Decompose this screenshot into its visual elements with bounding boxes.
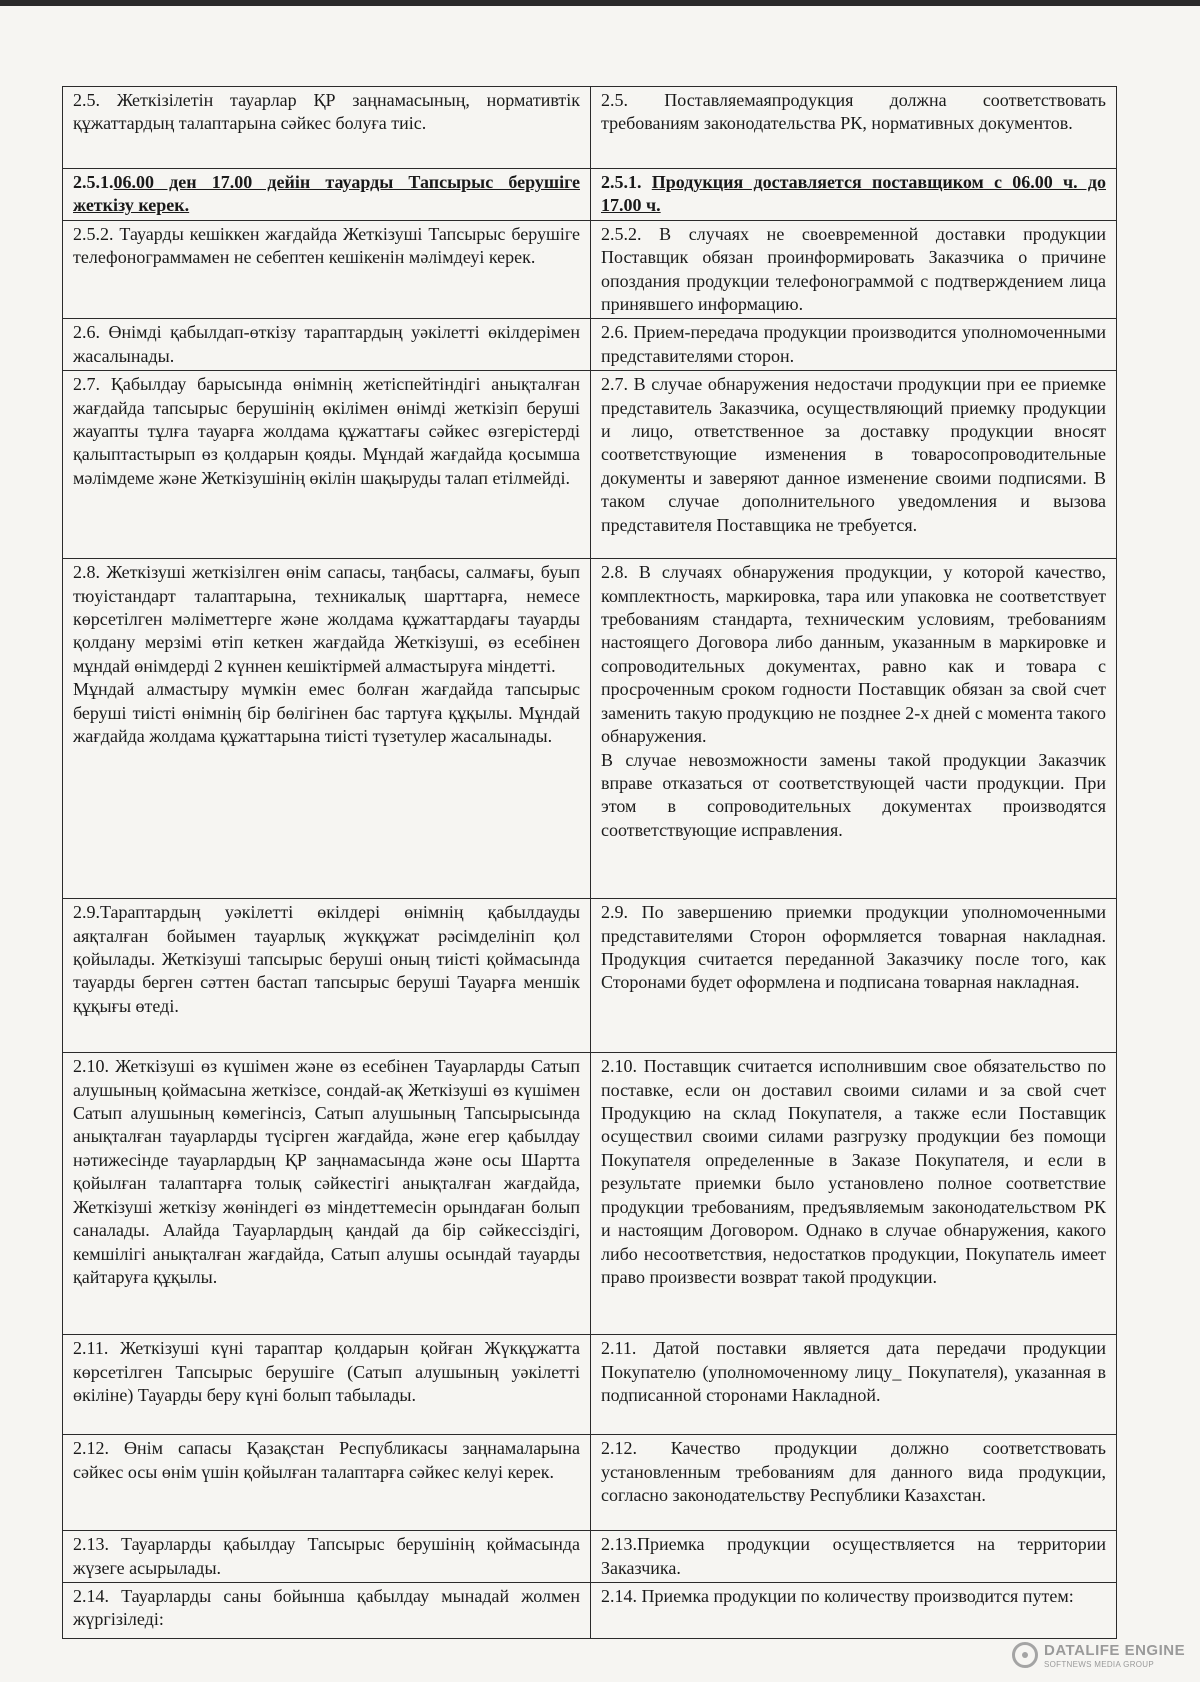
clause-kz: 2.11. Жеткізуші күні тараптар қолдарын қойған Жүкқұжатта көрсетілген Тапсырыс берушіге (Сатып алушының уәкілетті өкіліне) Тауарды беру күні болып табылады.	[63, 1335, 591, 1435]
clause-paragraph: В случае невозможности замены такой продукции Заказчик вправе отказаться от соответствующей части продукции. При этом в сопроводительных документах производятся соответствующие исправления.	[601, 749, 1106, 840]
clause-ru: 2.6. Прием-передача продукции производится уполномоченными представителями сторон.	[591, 319, 1117, 371]
table-row	[63, 169, 1117, 221]
clause-ru: 2.7. В случае обнаружения недостачи продукции при ее приемке представитель Заказчика, осуществляющий приемку продукции и лицо, ответственное за доставку продукции вносят соответствующие изменения в товаросопроводительные документы и заверяют данное изменение своими подписями. В таком случае дополнительного уведомления и вызова представителя Поставщика не требуется.	[591, 371, 1117, 559]
clause-kz: 2.10. Жеткізуші өз күшімен және өз есебінен Тауарларды Сатып алушының қоймасына жеткізсе, сондай-ақ Жеткізуші өз күшімен Сатып алушының көмегінсіз, Сатып алушының Тапсырысында анықталған тауарларды түсірген жағдайда, және егер қабылдау нәтижесінде тауарлардың ҚР заңнамасында және осы Шартта қойылған талаптарға толық сәйкестігі анықталған жағдайда, Жеткізуші жеткізу жөніндегі өз міндеттемесін орындаған болып саналады. Алайда Тауарлардың қандай да бір сәйкессіздігі, кемшілігі анықталған жағдайда, Сатып алушы осындай тауарды қайтаруға құқылы.	[63, 1053, 591, 1335]
clause-paragraph: 2.8. Жеткізуші жеткізілген өнім сапасы, таңбасы, салмағы, буып тюуістандарт талаптарына, техникалық шарттарға, немесе көрсетілген мәліметтерге және жолдама құжаттардағы тауарды қолдану мерзімі өтіп кеткен жағдайда Жеткізуші, өз есебінен мұндай өнімдерді 2 күннен кешіктірмей алмастыруға міндетті.	[73, 562, 580, 676]
clause-kz	[63, 559, 591, 899]
table-row	[63, 1335, 1117, 1435]
watermark-subtitle: SOFTNEWS MEDIA GROUP	[1044, 1660, 1155, 1669]
clause-ru: 2.5. Поставляемаяпродукция должна соответствовать требованиям законодательства РК, нормативных документов.	[591, 87, 1117, 169]
clause-paragraph: Мұндай алмастыру мүмкін емес болған жағдайда тапсырыс беруші тиісті өнімнің бір бөлігінен бас тартуға құқылы. Мұндай жағдайда жолдама құжаттарына тиісті түзетулер жасалынады.	[73, 679, 580, 747]
clause-kz: 2.5.2. Тауарды кешіккен жағдайда Жеткізуші Тапсырыс берушіге телефонограммамен не себептен кешікенін мәлімдеуі керек.	[63, 220, 591, 319]
scan-top-edge	[0, 0, 1200, 6]
clause-kz: 2.14. Тауарларды саны бойынша қабылдау мынадай жолмен жүргізіледі:	[63, 1583, 591, 1639]
clause-kz: 2.9.Тараптардың уәкілетті өкілдері өнімнің қабылдауды аяқталған бойымен тауарлық жүкқұжат рәсімделініп қол қойылады. Жеткізуші тапсырыс беруші оның тиісті қоймасында тауарды берген сәттен бастап тапсырыс беруші Тауарға меншік құқығы өтеді.	[63, 899, 591, 1053]
clause-text: 06.00 ден 17.00 дейін тауарды Тапсырыс берушіге жеткізу керек.	[73, 172, 580, 216]
table-row	[63, 220, 1117, 319]
clause-ru: 2.11. Датой поставки является дата передачи продукции Покупателю (уполномоченному лицу_ Покупателя), указанная в подписанной сторонами Накладной.	[591, 1335, 1117, 1435]
watermark	[1012, 1638, 1192, 1678]
clause-kz: 2.12. Өнім сапасы Қазақстан Республикасы заңнамаларына сәйкес осы өнім үшін қойылған талаптарға сәйкес келуі керек.	[63, 1435, 591, 1531]
table-row	[63, 1531, 1117, 1583]
clause-kz	[63, 169, 591, 221]
table-row	[63, 1435, 1117, 1531]
clause-number: 2.5.1.	[73, 172, 114, 192]
table-row	[63, 319, 1117, 371]
clause-ru: 2.12. Качество продукции должно соответствовать установленным требованиям для данного вида продукции, согласно законодательству Республики Казахстан.	[591, 1435, 1117, 1531]
clause-kz: 2.6. Өнімді қабылдап-өткізу тараптардың уәкілетті өкілдерімен жасалынады.	[63, 319, 591, 371]
datalife-logo-icon	[1012, 1642, 1038, 1668]
clause-kz: 2.13. Тауарларды қабылдау Тапсырыс берушінің қоймасында жүзеге асырылады.	[63, 1531, 591, 1583]
table-row	[63, 559, 1117, 899]
clause-ru	[591, 169, 1117, 221]
clause-ru: 2.13.Приемка продукции осуществляется на территории Заказчика.	[591, 1531, 1117, 1583]
table-row	[63, 371, 1117, 559]
clause-ru: 2.5.2. В случаях не своевременной доставки продукции Поставщик обязан проинформировать Заказчика о причине опоздания продукции телефонограммой с подтверждением лица принявшего информацию.	[591, 220, 1117, 319]
clause-ru: 2.10. Поставщик считается исполнившим свое обязательство по поставке, если он доставил своими силами и за свой счет Продукцию на склад Покупателя, а также если Поставщик осуществил своими силами разгрузку продукции без помощи Покупателя определенные в Заказе Покупателя, и если в результате приемки было установлено полное соответствие продукции требованиям, предъявляемым законодательством РК и настоящим Договором. Однако в случае обнаружения, какого либо несоответствия, недостатков продукции, Покупатель имеет право произвести возврат такой продукции.	[591, 1053, 1117, 1335]
table-row	[63, 1583, 1117, 1639]
contract-table	[62, 86, 1117, 1639]
clause-paragraph: 2.8. В случаях обнаружения продукции, у которой качество, комплектность, маркировка, тара или упаковка не соответствует требованиям стандарта, техническим условиям, требованиям настоящего Договора либо данным, указанным в маркировке и сопроводительных документах, равно как и товара с просроченным сроком годности Поставщик обязан за свой счет заменить такую продукцию не позднее 2-х дней с момента такого обнаружения.	[601, 562, 1106, 747]
table-row	[63, 899, 1117, 1053]
clause-ru: 2.9. По завершению приемки продукции уполномоченными представителями Сторон оформляется товарная накладная. Продукция считается переданной Заказчику после того, как Сторонами будет оформлена и подписана товарная накладная.	[591, 899, 1117, 1053]
table-row	[63, 87, 1117, 169]
table-row	[63, 1053, 1117, 1335]
clause-number: 2.5.1.	[601, 172, 652, 192]
clause-ru	[591, 559, 1117, 899]
clause-kz: 2.5. Жеткізілетін тауарлар ҚР заңнамасының, нормативтік құжаттардың талаптарына сәйкес болуға тиіс.	[63, 87, 591, 169]
watermark-name: DATALIFE ENGINE	[1044, 1642, 1186, 1659]
clause-kz: 2.7. Қабылдау барысында өнімнің жетіспейтіндігі анықталған жағдайда тапсырыс берушінің өкілімен өнімді жеткізіп беруші жауапты тұлға тауарға жолдама құжаттағы сәйкес өзгерістерді қалыптастырып өз қолдарын қояды. Мұндай жағдайда қосымша мәлімдеме және Жеткізушінің өкілін шақыруды талап етілмейді.	[63, 371, 591, 559]
clause-ru: 2.14. Приемка продукции по количеству производится путем:	[591, 1583, 1117, 1639]
clause-text: Продукция доставляется поставщиком с 06.00 ч. до 17.00 ч.	[601, 172, 1107, 216]
